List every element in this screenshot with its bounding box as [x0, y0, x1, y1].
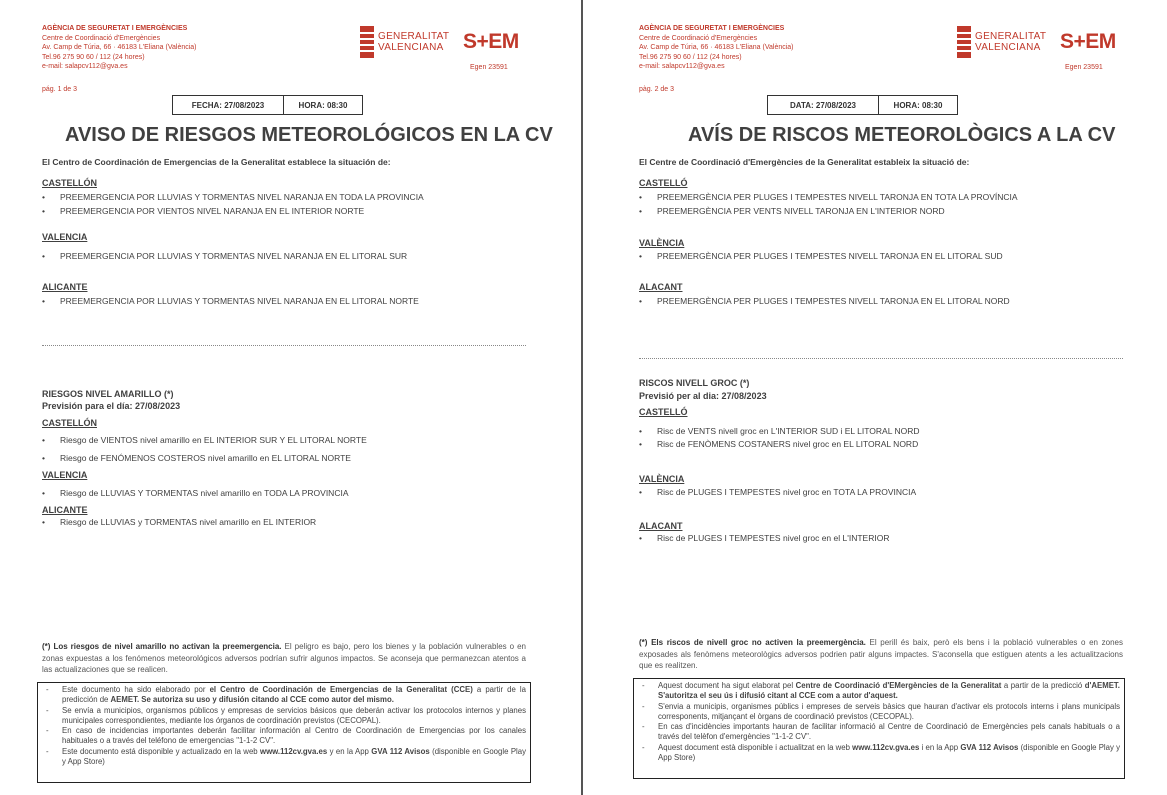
page-number: pàg. 2 de 3	[639, 86, 675, 93]
page-divider	[581, 0, 583, 795]
region-heading: ALICANTE	[42, 505, 88, 515]
agency-email: e-mail: salapcv112@gva.es	[639, 63, 725, 71]
risk-item: • Risc de PLUGES I TEMPESTES nivel groc en el L'INTERIOR	[639, 533, 890, 543]
region-heading: CASTELLÓN	[42, 178, 97, 188]
region-heading: CASTELLÓ	[639, 178, 688, 188]
page-title: AVÍS DE RISCOS METEOROLÒGICS A LA CV	[688, 124, 1116, 146]
risk-item: • Risc de PLUGES I TEMPESTES nivel groc en TOTA LA PROVINCIA	[639, 487, 917, 497]
region-heading: CASTELLÓN	[42, 418, 97, 428]
page-valenciano	[584, 0, 1167, 795]
risk-item: • Riesgo de VIENTOS nivel amarillo en EL INTERIOR SUR Y EL LITORAL NORTE	[42, 435, 367, 445]
intro-text: El Centre de Coordinació d'Emergències de la Generalitat estableix la situació de:	[639, 157, 970, 167]
region-heading: VALENCIA	[42, 232, 88, 242]
warning-item: • PREEMERGENCIA POR LLUVIAS Y TORMENTAS NIVEL NARANJA EN EL LITORAL SUR	[42, 251, 408, 261]
generalitat-logo	[957, 26, 1046, 58]
agency-address: Av. Camp de Túria, 66 · 46183 L'Eliana (València)	[42, 44, 197, 52]
risk-item: • Risc de FENÒMENS COSTANERS nivel groc en EL LITORAL NORD	[639, 439, 919, 449]
region-heading: ALACANT	[639, 282, 683, 292]
logo-text-valenciana: VALENCIANA	[975, 42, 1041, 53]
agency-header	[42, 24, 197, 72]
info-box: - Aquest document ha sigut elaborat pel Centre de Coordinació d'EMergències de la Generalitat a partir de la predicció d'AEMET. S'autoritza el seu ús i difusió citant al CCE com a autor d'aquest. - S'envia a municipis, organismes públics i empreses de serveis bàsics que hauran d'activar els protocols interns i plans municipals corresponents, mitjançant el òrgans de coordinació previstos (CECOPAL). - En cas d'incidències importants hauran de facilitar informació al Centre de Coordinació de Emergències pels canals habituals o a través del telèfon d'emergències "1-1-2 CV". - Aquest document està disponible i actualitzat en la web www.112cv.gva.es i en la App GVA 112 Avisos (disponible en Google Play y App Store)	[633, 678, 1125, 779]
agency-center: Centre de Coordinació d'Emergències	[639, 34, 758, 42]
generalitat-emblem-icon	[957, 26, 971, 58]
generalitat-logo	[360, 26, 449, 58]
region-heading: VALÈNCIA	[639, 238, 685, 248]
logo-text-generalitat: GENERALITAT	[975, 31, 1047, 42]
time-label: HORA: 08:30	[283, 96, 362, 114]
yellow-risk-title: RIESGOS NIVEL AMARILLO (*)	[42, 389, 174, 399]
warning-item: • PREEMERGENCIA POR LLUVIAS Y TORMENTAS NIVEL NARANJA EN TODA LA PROVINCIA	[42, 192, 424, 202]
warning-item: • PREEMERGÈNCIA PER PLUGES I TEMPESTES NIVELL TARONJA EN EL LITORAL NORD	[639, 296, 1010, 306]
date-time-box	[172, 95, 363, 115]
date-label: FECHA: 27/08/2023	[191, 100, 265, 110]
warning-item: • PREEMERGÈNCIA PER VENTS NIVELL TARONJA EN L'INTERIOR NORD	[639, 206, 945, 216]
region-heading: VALENCIA	[42, 470, 88, 480]
warning-item: • PREEMERGÈNCIA PER PLUGES I TEMPESTES NIVELL TARONJA EN TOTA LA PROVÍNCIA	[639, 192, 1018, 202]
agency-header	[639, 24, 794, 72]
yellow-risk-title: RISCOS NIVELL GROC (*)	[639, 378, 750, 388]
yellow-level-note: (*) Los riesgos de nivel amarillo no activan la preemergencia. El peligro es bajo, pero los bienes y la población vulnerables o en zonas expuestas a los fenómenos meteorológicos adversos podrían sufrir algunos impactos. Se aconseja que permanezcan atentos a las actualizaciones que se realicen.	[42, 642, 527, 675]
sem-logo: S+EM	[1060, 30, 1116, 53]
risk-item: • Risc de VENTS nivell groc en L'INTERIOR SUD i EL LITORAL NORD	[639, 426, 920, 436]
date-time-box	[767, 95, 958, 115]
egen-code: Egen 23591	[1065, 64, 1103, 71]
page-title: AVISO DE RIESGOS METEOROLÓGICOS EN LA CV	[65, 124, 553, 146]
page-castellano	[0, 0, 581, 795]
yellow-forecast-date: Previsión para el día: 27/08/2023	[42, 401, 181, 411]
agency-name: AGÈNCIA DE SEGURETAT I EMERGÈNCIES	[639, 25, 785, 32]
logo-text-valenciana: VALENCIANA	[378, 42, 444, 53]
date-label: DATA: 27/08/2023	[790, 100, 856, 110]
agency-address: Av. Camp de Túria, 66 · 46183 L'Eliana (València)	[639, 44, 794, 52]
region-heading: CASTELLÓ	[639, 407, 688, 417]
intro-text: El Centro de Coordinación de Emergencias de la Generalitat establece la situación de:	[42, 157, 391, 167]
region-heading: ALACANT	[639, 521, 683, 531]
yellow-level-note: (*) Els riscos de nivell groc no activen la preemergència. El perill és baix, però els bens i la població vulnerables o en zones exposades als fenòmens meteorològics adversos podrien patir alguns impactes. S'aconsella que estiguen atents a les actualitzacions que es realitzen.	[639, 638, 1123, 671]
agency-phone: Tel.96 275 90 60 / 112 (24 hores)	[639, 53, 742, 61]
section-separator	[639, 358, 1123, 359]
risk-item: • Riesgo de FENÓMENOS COSTEROS nivel amarillo en EL LITORAL NORTE	[42, 453, 351, 463]
logo-text-generalitat: GENERALITAT	[378, 31, 450, 42]
info-box: - Este documento ha sido elaborado por el Centro de Coordinación de Emergencias de la Generalitat (CCE) a partir de la predicción de AEMET. Se autoriza su uso y difusión citando al CCE como autor del mismo. - Se envía a municipios, organismos públicos y empresas de servicios básicos que deberán activar los protocolos internos y planes municipales correspondientes, mediante los órganos de coordinación previstos (CECOPAL). - En caso de incidencias importantes deberán facilitar información al Centro de Coordinación de Emergencias por los canales habituales o a través del teléfono de emergencias "1-1-2 CV". - Este documento está disponible y actualizado en la web www.112cv.gva.es y en la App GVA 112 Avisos (disponible en Google Play y App Store)	[37, 682, 531, 783]
section-separator	[42, 345, 526, 346]
egen-code: Egen 23591	[470, 64, 508, 71]
risk-item: • Riesgo de LLUVIAS y TORMENTAS nivel amarillo en EL INTERIOR	[42, 517, 317, 527]
warning-item: • PREEMERGÈNCIA PER PLUGES I TEMPESTES NIVELL TARONJA EN EL LITORAL SUD	[639, 251, 1003, 261]
agency-email: e-mail: salapcv112@gva.es	[42, 63, 128, 71]
warning-item: • PREEMERGENCIA POR VIENTOS NIVEL NARANJA EN EL INTERIOR NORTE	[42, 206, 365, 216]
risk-item: • Riesgo de LLUVIAS Y TORMENTAS nivel amarillo en TODA LA PROVINCIA	[42, 488, 349, 498]
agency-name: AGÈNCIA DE SEGURETAT I EMERGÈNCIES	[42, 25, 188, 32]
agency-phone: Tel.96 275 90 60 / 112 (24 hores)	[42, 53, 145, 61]
page-number: pág. 1 de 3	[42, 86, 78, 93]
warning-item: • PREEMERGENCIA POR LLUVIAS Y TORMENTAS NIVEL NARANJA EN EL LITORAL NORTE	[42, 296, 419, 306]
region-heading: ALICANTE	[42, 282, 88, 292]
time-label: HORA: 08:30	[878, 96, 957, 114]
generalitat-emblem-icon	[360, 26, 374, 58]
sem-logo: S+EM	[463, 30, 519, 53]
agency-center: Centre de Coordinació d'Emergències	[42, 34, 161, 42]
region-heading: VALÈNCIA	[639, 474, 685, 484]
yellow-forecast-date: Previsió per al dia: 27/08/2023	[639, 391, 767, 401]
